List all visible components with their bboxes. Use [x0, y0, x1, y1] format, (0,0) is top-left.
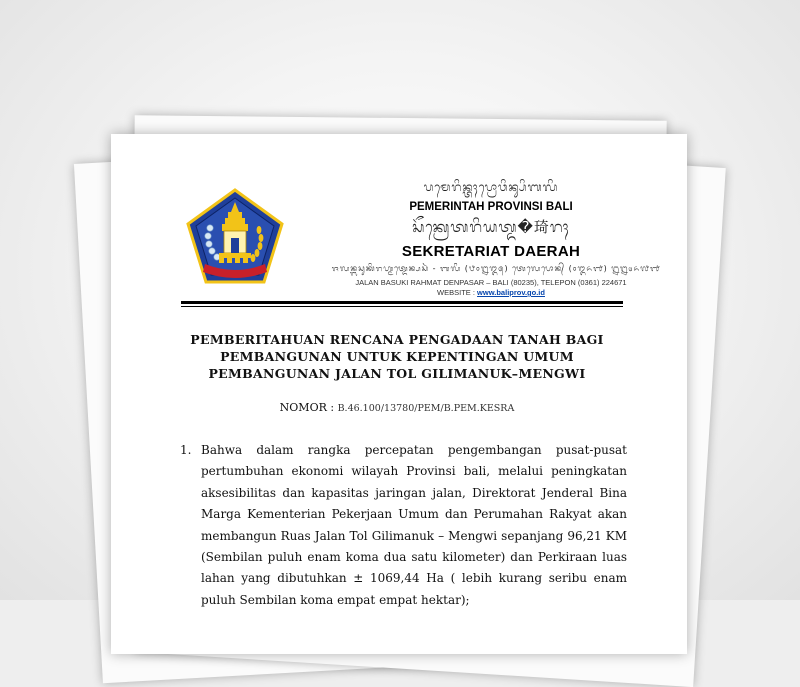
website-label: WEBSITE : [437, 288, 475, 297]
title-line: PEMBANGUNAN UNTUK KEPENTINGAN UMUM [220, 349, 574, 364]
document-title [171, 331, 623, 382]
address-line: JALAN BASUKI RAHMAT DENPASAR – BALI (80235), TELEPON (0361) 224671 [355, 278, 627, 287]
balinese-script-address: ᬚᬮᬦ᭄ᬩᬲᬸᬓᬶᬭᬳ᭄ᬫᬢ᭄ᬤᬾᬦ᭄ᬧᬲᬃ - ᬩᬮᬶ (᭘᭐᭒᭓᭕) ᬢᬾᬮᬾᬧᭀᬦ᭄ (᭐᭓᭖᭑) ᭒᭒᭔᭖᭗᭑ [331, 264, 661, 273]
point-text: Bahwa dalam rangka percepatan pengembangan pusat-pusat pertumbuhan ekonomi wilayah Provinsi bali, melalui peningkatan aksesibilitas dan kapasitas jaringan jalan, Direktorat Jenderal Bina Marga Kementerian Pekerjaan Umum dan Perumahan Rakyat akan membangun Ruas Jalan Tol Gilimanuk – Mengwi sepanjang 96,21 KM (Sembilan puluh enam koma dua satu kilometer) dan Perkiraan luas lahan yang dibutuhkan ± 1069,44 Ha ( lebih kurang seribu enam puluh Sembilan koma empat empat hektar); [201, 443, 627, 607]
title-line: PEMBANGUNAN JALAN TOL GILIMANUK–MENGWI [208, 366, 586, 381]
bali-province-emblem [183, 186, 287, 290]
organization-name: PEMERINTAH PROVINSI BALI [409, 201, 573, 213]
letterhead-divider [181, 301, 623, 304]
document-number [171, 401, 623, 414]
department-name: SEKRETARIAT DAERAH [401, 243, 581, 260]
balinese-script-line: ᬲᭂᬓ᭄ᬭᬾᬢᬭᬶᬬᬢ᭄ᬤ�琦ᬭᬄ [412, 218, 570, 236]
website-link[interactable]: www.baliprov.go.id [477, 288, 545, 297]
nomor-label: NOMOR : [279, 401, 335, 414]
nomor-value: B.46.100/13780/PEM/B.PEM.KESRA [337, 403, 515, 414]
balinese-script-line: ᬧᬫᬾᬭᬶᬦ᭄ᬢᬄᬧ᭄ᬭᭀᬯᬶᬦ᭄ᬲᬶᬩᬮᬶ [423, 180, 559, 194]
point-number: 1. [180, 443, 192, 457]
website-line [291, 288, 691, 297]
title-line: PEMBERITAHUAN RENCANA PENGADAAN TANAH BAGI [190, 332, 604, 347]
document-page [111, 134, 687, 654]
letterhead-divider-thin [181, 306, 623, 307]
